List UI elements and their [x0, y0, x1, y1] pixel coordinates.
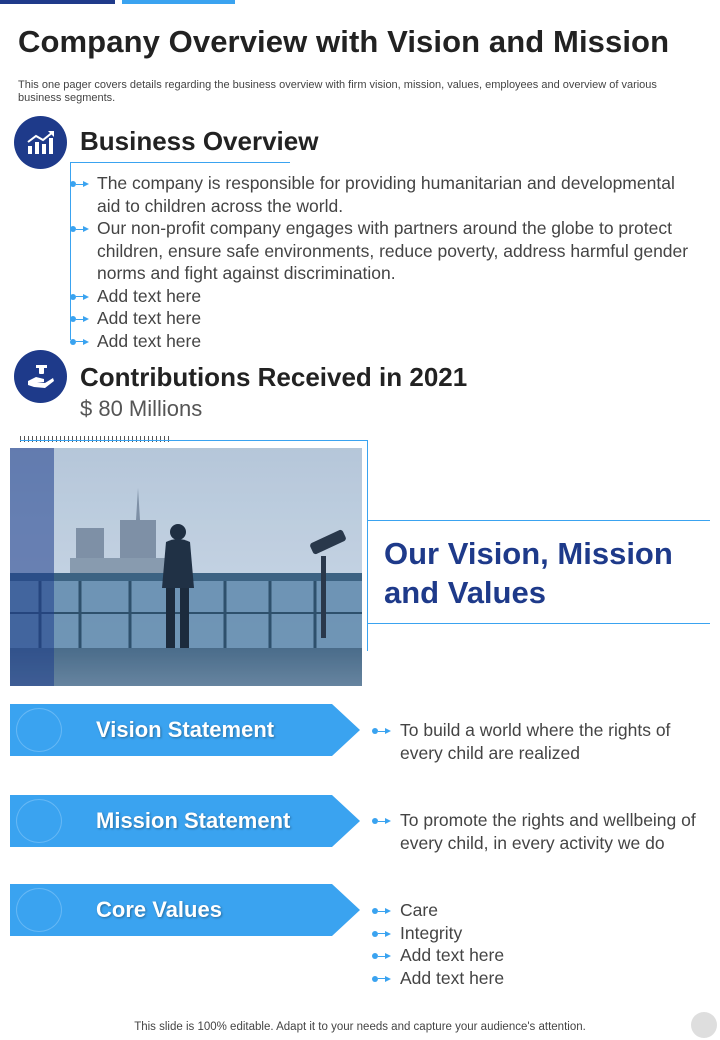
- contributions-heading: Contributions Received in 2021: [80, 362, 468, 392]
- list-item: Add text here: [70, 285, 690, 308]
- list-item: The company is responsible for providing humanitarian and developmental aid to children across the world.: [70, 172, 690, 217]
- mission-statement-banner: [10, 795, 360, 847]
- page-subtitle: This one pager covers details regarding the business overview with firm vision, mission, values, employees and overview of various business segments.: [18, 79, 657, 104]
- arrow-bullet-icon: [372, 908, 392, 914]
- business-overview-heading: Business Overview: [80, 126, 319, 156]
- arrow-bullet-icon: [70, 181, 90, 187]
- vision-mission-values-title: Our Vision, Mission and Values: [384, 536, 673, 610]
- core-values-list: [372, 899, 712, 989]
- top-accent-bar-dark: [0, 0, 115, 4]
- top-accent-bar-light: [122, 0, 235, 4]
- arrow-bullet-icon: [372, 728, 392, 734]
- arrow-bullet-icon: [70, 339, 90, 345]
- arrow-bullet-icon: [70, 294, 90, 300]
- business-overview-divider: [70, 162, 290, 163]
- list-item: To build a world where the rights of every child are realized: [372, 719, 712, 764]
- page-title: Company Overview with Vision and Mission: [18, 24, 670, 59]
- vision-statement-list: [372, 719, 712, 764]
- arrow-bullet-icon: [372, 818, 392, 824]
- list-item: Integrity: [372, 922, 712, 945]
- vision-statement-banner: [10, 704, 360, 756]
- contributions-value: $ 80 Millions: [80, 396, 203, 421]
- list-item: Add text here: [70, 330, 690, 353]
- core-values-banner: [10, 884, 360, 936]
- arrow-bullet-icon: [70, 316, 90, 322]
- list-item: Add text here: [372, 944, 712, 967]
- arrow-bullet-icon: [372, 976, 392, 982]
- photo-person-at-overlook: [10, 448, 362, 686]
- list-item: Our non-profit company engages with partners around the globe to protect children, ensure safe environments, reduce poverty, address harmful gender norms and fight against discrimination.: [70, 217, 690, 285]
- hand-donation-icon: [14, 350, 67, 403]
- vision-statement-label: Vision Statement: [96, 717, 275, 742]
- page-indicator-dot: [691, 1012, 717, 1038]
- banner-circle-icon: [16, 888, 62, 932]
- growth-chart-icon: [14, 116, 67, 169]
- arrow-bullet-icon: [70, 226, 90, 232]
- footer-note: This slide is 100% editable. Adapt it to your needs and capture your audience's attention.: [134, 1021, 586, 1033]
- mission-statement-label: Mission Statement: [96, 808, 291, 833]
- banner-circle-icon: [16, 708, 62, 752]
- business-overview-list: [70, 172, 690, 352]
- list-item: Add text here: [70, 307, 690, 330]
- list-item: To promote the rights and wellbeing of every child, in every activity we do: [372, 809, 712, 854]
- mission-statement-list: [372, 809, 712, 854]
- arrow-bullet-icon: [372, 953, 392, 959]
- list-item: Add text here: [372, 967, 712, 990]
- core-values-label: Core Values: [96, 897, 222, 922]
- banner-circle-icon: [16, 799, 62, 843]
- arrow-bullet-icon: [372, 931, 392, 937]
- list-item: Care: [372, 899, 712, 922]
